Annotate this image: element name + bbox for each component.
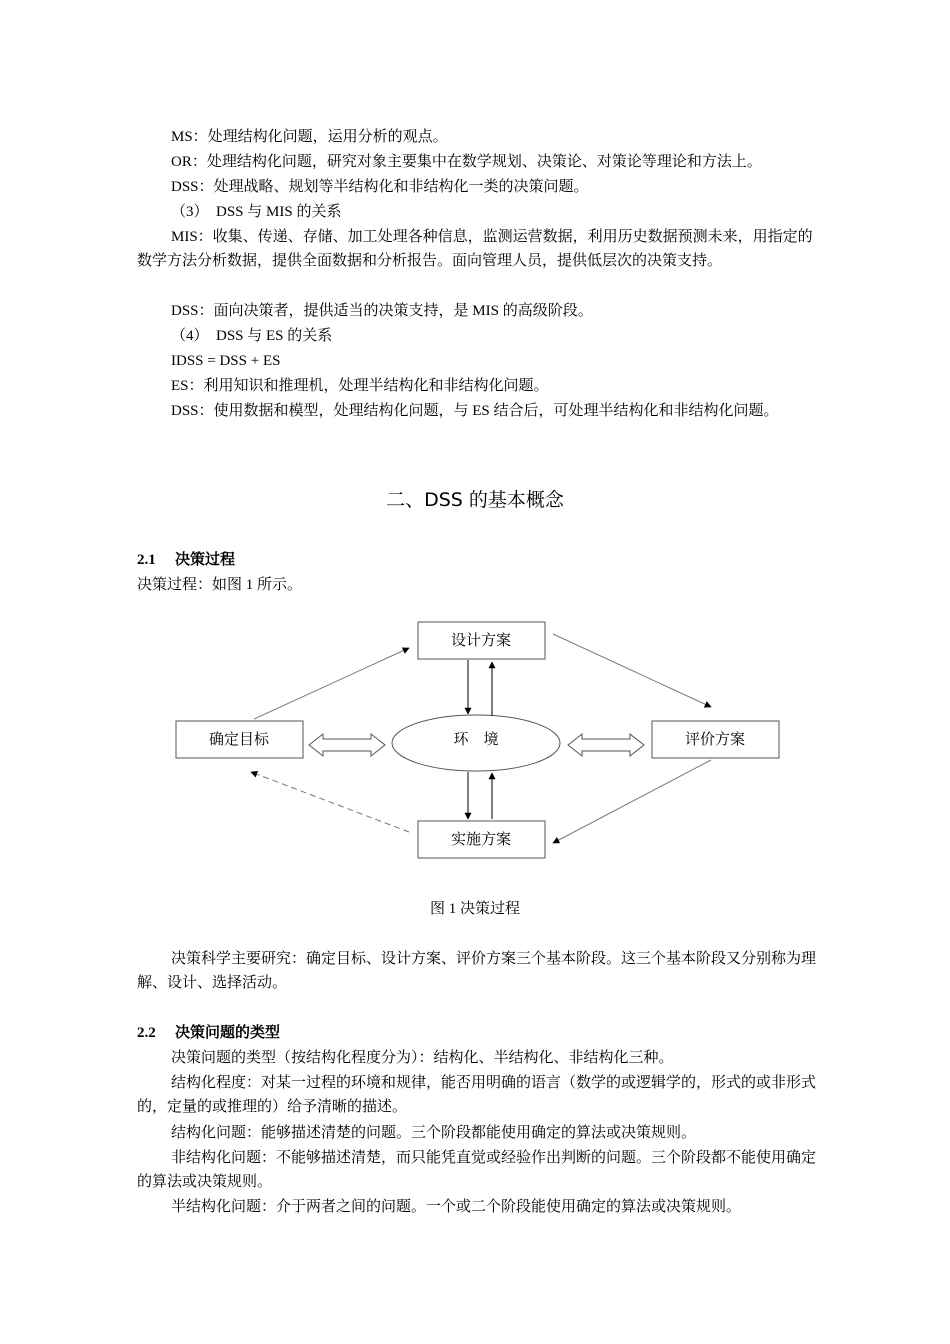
design-label: 设计方案 — [450, 633, 512, 649]
goal-label: 确定目标 — [208, 732, 270, 748]
section-2-2-p5: 半结构化问题：介于两者之间的问题。一个或二个阶段能使用确定的算法或决策规则。 — [171, 1199, 742, 1215]
double-arrow-env-evaluate — [568, 734, 644, 756]
section-number: 2.2 — [137, 1025, 156, 1041]
ms-text: MS：处理结构化问题，运用分析的观点。 — [171, 129, 448, 145]
dashed-arrow-implement-to-goal — [251, 772, 409, 832]
section-2-1-intro: 决策过程：如图 1 所示。 — [137, 577, 303, 593]
section-title: 决策过程 — [175, 552, 236, 568]
section-2-2-p2: 结构化程度：对某一过程的环境和规律，能否用明确的语言（数学的或逻辑学的，形式的或非形式的，定量的或推理的）给予清晰的描述。 — [137, 1075, 817, 1115]
section-2-1-body: 决策科学主要研究：确定目标、设计方案、评价方案三个基本阶段。这三个基本阶段又分别称为理解、设计、选择活动。 — [137, 951, 817, 991]
idss-formula: IDSS = DSS + ES — [171, 353, 281, 369]
arrow-goal-to-design — [254, 648, 409, 719]
section-title: 决策问题的类型 — [175, 1025, 281, 1041]
figure-caption: 图 1 决策过程 — [429, 901, 520, 917]
section-2-2-p4: 非结构化问题：不能够描述清楚，而只能凭直觉或经验作出判断的问题。三个阶段都不能使用确定的算法或决策规则。 — [137, 1150, 817, 1190]
evaluate-label: 评价方案 — [684, 732, 746, 748]
double-arrow-goal-env — [309, 734, 385, 756]
decision-process-diagram — [0, 600, 950, 870]
implement-label: 实施方案 — [450, 832, 512, 848]
section-2-2-p1: 决策问题的类型（按结构化程度分为）：结构化、半结构化、非结构化三种。 — [171, 1050, 674, 1066]
or-text: OR：处理结构化问题，研究对象主要集中在数学规划、决策论、对策论等理论和方法上。 — [171, 154, 762, 170]
section-2-2-p3: 结构化问题：能够描述清楚的问题。三个阶段都能使用确定的算法或决策规则。 — [171, 1125, 697, 1141]
arrow-evaluate-to-implement — [553, 760, 711, 843]
section-number: 2.1 — [137, 552, 156, 568]
dss-text-2: DSS：面向决策者，提供适当的决策支持，是 MIS 的高级阶段。 — [171, 303, 593, 319]
section-2-1-heading — [137, 548, 235, 572]
item-3-heading: （3） DSS 与 MIS 的关系 — [171, 204, 342, 220]
item-4-heading: （4） DSS 与 ES 的关系 — [171, 328, 333, 344]
arrow-design-to-evaluate — [553, 634, 711, 707]
dss-text-3: DSS：使用数据和模型，处理结构化问题，与 ES 结合后，可处理半结构化和非结构化问题。 — [171, 403, 779, 419]
dss-text-1: DSS：处理战略、规划等半结构化和非结构化一类的决策问题。 — [171, 179, 589, 195]
chapter-title: 二、DSS 的基本概念 — [386, 489, 564, 511]
environment-label: 环 境 — [453, 732, 499, 748]
mis-text: MIS：收集、传递、存储、加工处理各种信息，监测运营数据，利用历史数据预测未来，用指定的数学方法分析数据，提供全面数据和分析报告。面向管理人员，提供低层次的决策支持。 — [137, 229, 813, 269]
section-2-2-heading — [137, 1021, 280, 1045]
es-text: ES：利用知识和推理机，处理半结构化和非结构化问题。 — [171, 378, 549, 394]
